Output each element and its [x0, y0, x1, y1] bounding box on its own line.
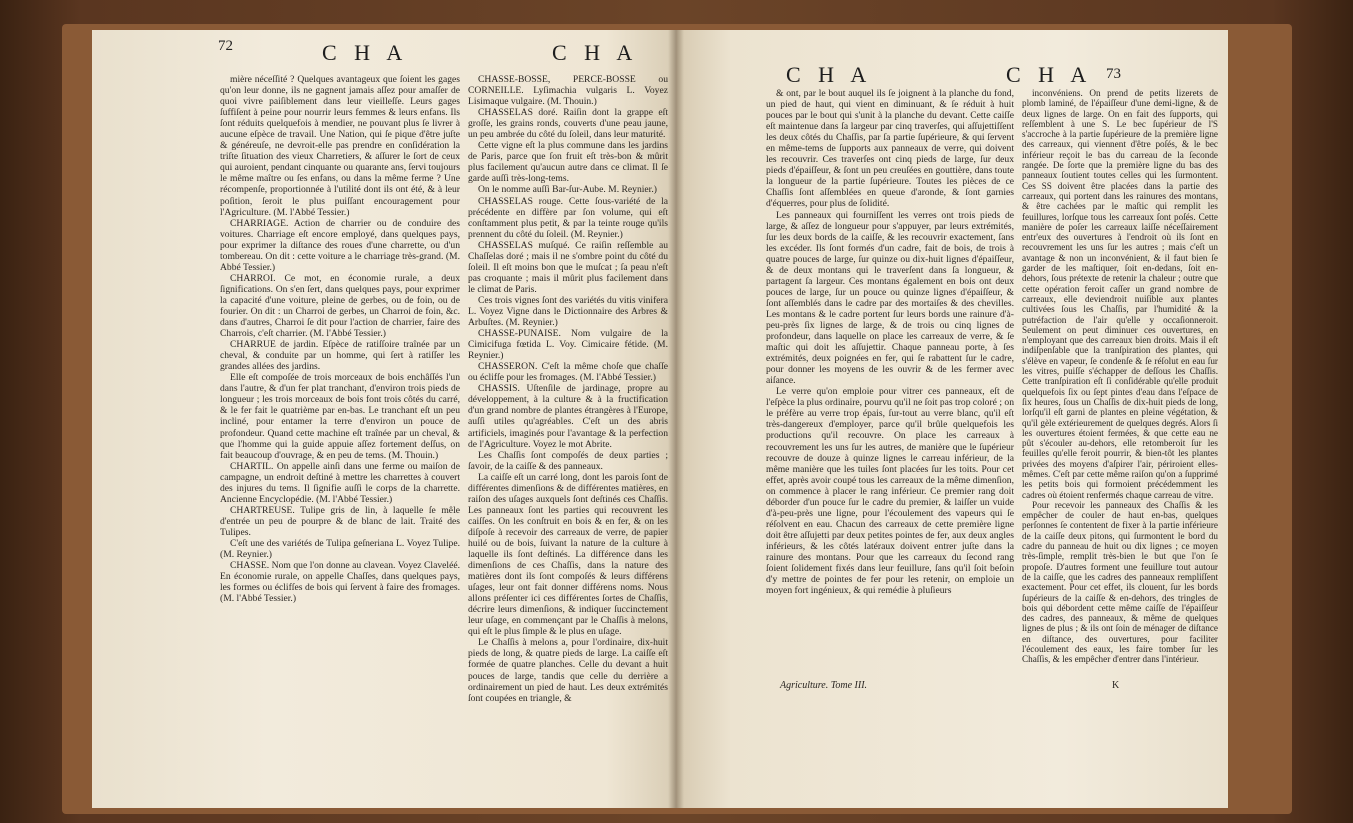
paragraph: Elle eſt compoſée de trois morceaux de bois enchâſſés l'un dans l'autre, & d'un fer plat tranchant, d'environ trois pieds de longueur ; les trois morceaux de bois font trois côtés du carré, & le fer fait le quatrième par en-bas. Le tranchant eſt un peu incliné, pour entamer la terre d'environ un pouce de profondeur. Quand cette machine eſt traînée par un cheval, & que l'homme qui la guide appuie aſſez fortement deſſus, on fait beaucoup d'ouvrage, & en peu de tems. (M. Thouin.) — [220, 372, 460, 461]
paragraph: CHASSELAS rouge. Cette ſous-variété de la précédente en diffère par ſon volume, qui eſt conſtamment plus petit, & par la teinte rouge qu'ils prennent du côté du ſoleil. (M. Reynier.) — [468, 195, 668, 240]
paragraph: CHASSE. Nom que l'on donne au clavean. Voyez Claveléé. En économie rurale, on appelle Chaſſes, dans quelques pays, les formes ou éclifſes de bois qui ſervent à faire des fromages. (M. l'Abbé Tessier.) — [220, 560, 460, 605]
paragraph: C'eſt une des variétés de Tulipa geſneriana L. Voyez Tulipe. (M. Reynier.) — [220, 537, 460, 561]
paragraph: CHARRIAGE. Action de charrier ou de conduire des voitures. Charriage eſt encore employé, dans quelques pays, pour exprimer la diſtance des roues d'une charrette, ou d'un tombereau. On dit : cette voiture a le charriage très-grand. (M. Abbé Tessier.) — [220, 217, 460, 273]
paragraph: CHASSE-PUNAISE. Nom vulgaire de la Cimicifuga fœtida L. Voy. Cimicaire fétide. (M. Reynier.) — [468, 328, 668, 362]
paragraph: On le nomme auſſi Bar-ſur-Aube. M. Reynier.) — [478, 184, 657, 196]
paragraph: CHASSE-BOSSE, PERCE-BOSSE ou CORNEILLE. Lyſimachia vulgaris L. Voyez Lisimaque vulgaire. (M. Thouin.) — [468, 74, 668, 108]
running-head: C H A — [552, 40, 639, 65]
paragraph: inconvéniens. On prend de petits lizerets de plomb laminé, de l'épaiſſeur d'une demi-ligne, & de deux lignes de large. On en fait des ſupports, qui reſſemblent à une S. Le bec ſupérieur de l'S s'accroche à la partie ſupérieure de la première ligne des carreaux, qui viennent d'être poſés, & le bec inférieur reçoit le bas du carreau de la ſeconde rangée. De ſorte que la première ligne du bas des panneaux ſoutient toutes celles qui les ſurmontent. Ces SS doivent être placées dans la partie des carreaux, qui portent dans les rainures des montans, & être cachées par le maſtic qui remplit les feuillures, lorſque tous les carreaux ſont poſés. Cette manière de poſer les carreaux laiſſe néceſſairement entr'eux des ouvertures à l'endroit où ils ſont en recouvrement les uns ſur les autres ; mais c'eſt un avantage & non un inconvénient, & il faut bien ſe garder de les maſtiquer, ſoit en-dedans, ſoit en-dehors, ſous prétexte de retenir la chaleur ; outre que cette opération feroit caſſer un grand nombre de carreaux, elle deviendroit nuiſible aux plantes cultivées ſous les Chaſſis, par l'humidité & la putréfaction de l'air qu'elle y occaſionneroit. Seulement on peut diminuer ces ouvertures, en n'employant que des carreaux bien droits. Mais il eſt indiſpenſable que la tranſpiration des plantes, qui s'élève en vapeur, ſe condenſe & ſe réſolut en eau ſur les vitres, puiſſe s'échapper de deſſous les Chaſſis. Cette tranſpiration eſt ſi conſidérable qu'elle produit quelquefois ſix ou ſept pintes d'eau dans l'eſpace de ſix heures, ſous un Chaſſis de dix-huit pieds de long, lorſqu'il eſt garni de plantes en pleine végétation, & qu'il gèle extérieurement de quelques degrés. Alors ſi les ouvertures étoient fermées, & que cette eau ne pût s'écouler au-dehors, elle retomberoit ſur les feuilles qu'elle feroit pourrir, & bien-tôt les plantes privées des moyens d'aſpirer l'air, périroient elles-mêmes. C'eſt par cette même raiſon qu'on a ſupprimé les petits bois qui formoient précédemment les cadres où étoient renfermés chaque carreau de vitre. — [1022, 88, 1218, 500]
right-page — [676, 30, 1228, 808]
text-column-right — [468, 74, 668, 704]
paragraph: & ont, par le bout auquel ils ſe joignent à la planche du fond, un pied de haut, qui vient en diminuant, & ſe réduit à huit pouces par le bout qui s'unit à la planche du devant. Cette caiſſe eſt maintenue dans ſa largeur par cinq traverſes, qui aſſujettiſſent les deux côtés du Chaſſis, par ſa partie ſupérieure, & qui ſervent en même-tems de ſupports aux panneaux de verre, qui doivent les recouvrir. Ces traverſes ont cinq pieds de large, ſur deux pieds d'épaiſſeur, & ſont un peu creuſées en gouttière, dans toute la longueur de la partie ſupérieure. Toutes les pièces de ce Chaſſis ſont aſſemblées en queue d'aronde, & ſont garnies d'équerres, pour plus de ſolidité. — [766, 88, 1014, 210]
paragraph: Le Chaſſis à melons a, pour l'ordinaire, dix-huit pieds de long, & quatre pieds de large. La caiſſe eſt formée de quatre planches. Celle du devant a huit pouces de large, tandis que celle du derrière a ordinairement un pied de haut. Les deux extrémités ſont coupées en triangle, & — [468, 637, 668, 704]
paragraph: CHASSELAS doré. Raiſin dont la grappe eſt groſſe, les grains ronds, couverts d'une peau jaune, un peu ambrée du côté du ſoleil, dans leur maturité. — [468, 107, 668, 141]
running-head: C H A — [1006, 62, 1093, 87]
paragraph: CHASSELAS muſqué. Ce raiſin reſſemble au Chaſſelas doré ; mais il ne s'ombre point du côté du ſoleil. Il eſt moins bon que le muſcat ; ſa peau n'eſt pas croquante ; mais il mûrit plus facilement dans le climat de Paris. — [468, 239, 668, 295]
running-head: C H A — [322, 40, 409, 65]
paragraph: Le verre qu'on emploie pour vitrer ces panneaux, eſt de l'eſpèce la plus ordinaire, pourvu qu'il ne ſoit pas trop coloré ; on le préfère au verre trop épais, ſur-tout au verre blanc, qu'il eſt très-dangereux d'employer, parce qu'il brûle quelquefois les productions qu'il recouvre. On place les carreaux à recouvrement les uns ſur les autres, de manière que le ſupérieur recouvre de douze à quinze lignes le carreau inférieur, de la même manière que les tuiles ſont placées ſur les toits. Pour cet effet, après avoir coupé tous les carreaux de la même dimenſion, on commence à placer le rang inférieur. Ce premier rang doit déborder d'un pouce ſur le cadre du premier, & laiſſer un vuide d'à-peu-près une ligne, pour l'écoulement des vapeurs qui ſe réſolvent en eau. Chacun des carreaux de cette première ligne doit être aſſujetti par deux petites pointes de fer, aux deux angles inférieurs, & les côtés latéraux doivent entrer juſte dans la rainure des montans. Pour que les carreaux du ſecond rang ſoient ſolidement fixés dans leur feuillure, ſans qu'il ſoit beſoin d'y mettre de pointes de fer pour les retenir, on emploie un moyen fort ingénieux, & qui remédie à pluſieurs — [766, 386, 1014, 597]
page-number: 73 — [1106, 66, 1121, 82]
paragraph: Pour recevoir les panneaux des Chaſſis & les empêcher de couler de haut en-bas, quelques perſonnes ſe contentent de fixer à la partie inférieure de la caiſſe deux pitons, qui ſurmontent le bord du cadre du panneau de huit ou dix lignes ; ce moyen très-ſimple, remplit très-bien le but que l'on ſe propoſe. D'autres forment une feuillure tout autour de la caiſſe, que les cadres des panneaux rempliſſent exactement. Pour cet effet, ils clouent, ſur les bords ſupérieurs de la caiſſe & en-dehors, des tringles de bois qui débordent cette même caiſſe de l'épaiſſeur des cadres, des panneaux, & même de quelques lignes de plus ; & ils ont ſoin de ménager de diſtance en diſtance, des ouvertures, pour faciliter l'écoulement des eaux, les faire tomber ſur les Chaſſis, & les empêcher d'entrer dans l'intérieur. — [1022, 499, 1218, 665]
paragraph: CHARTREUSE. Tulipe gris de lin, à laquelle ſe mêle d'entrée un peu de pourpre & de blanc de lait. Traité des Tulipes. — [220, 504, 460, 538]
paragraph: La caiſſe eſt un carré long, dont les parois ſont de différentes dimenſions & de différentes matières, en raiſon des uſages auxquels ſont deſtinés ces Chaſſis. Les panneaux ſont les parties qui recouvrent les caiſſes. On les conſtruit en bois & en fer, & on les diſpoſe à recevoir des carreaux de verre, de papier huilé ou de bois, ſuivant la nature de la culture à laquelle ils ſont deſtinés. La différence dans les dimenſions de ces Chaſſis, dans la nature des matières dont ils ſont compoſés & leurs différens uſages, leur ont fait donner différens noms. Nous allons préſenter ici ces différentes ſortes de Chaſſis, décrire leurs dimenſions, & indiquer ſuccinctement leur uſage, en commençant par le Chaſſis à melons, qui eſt le plus ſimple & le plus en uſage. — [468, 471, 668, 638]
paragraph: CHASSIS. Uſtenſile de jardinage, propre au développement, à la culture & à la fructification d'un grand nombre de plantes étrangères à l'Europe, auſſi utiles qu'agréables. C'eſt un des abris artificiels, imaginés pour l'avantage & la perfection de l'Agriculture. Voyez le mot Abrite. — [468, 383, 668, 450]
paragraph: CHARRUE de jardin. Eſpèce de ratiſſoire traînée par un cheval, & conduite par un homme, qui ſert à ratiſſer les grandes allées des jardins. — [220, 339, 460, 373]
paragraph: CHASSERON. C'eſt la même choſe que chaſſe ou éclifſe pour les fromages. (M. l'Abbé Tessier.) — [468, 361, 668, 384]
paragraph: Ces trois vignes ſont des variétés du vitis vinifera L. Voyez Vigne dans le Dictionnaire des Arbres & Arbuſtes. (M. Reynier.) — [468, 294, 668, 329]
book-gutter — [668, 30, 684, 808]
footer-signature-line: Agriculture. Tome III. — [780, 680, 868, 691]
running-head: C H A — [786, 62, 873, 87]
left-page — [92, 30, 676, 808]
text-column-right — [1022, 88, 1218, 665]
paragraph: CHARTIL. On appelle ainſi dans une ferme ou maiſon de campagne, un endroit deſtiné à mettre les charrettes à couvert des injures du tems. Il ſignifie auſſi le corps de la charrette. Ancienne Encyclopédie. (M. l'Abbé Tessier.) — [220, 460, 460, 505]
paragraph: Les Chaſſis ſont compoſés de deux parties ; ſavoir, de la caiſſe & des panneaux. — [468, 449, 668, 472]
paragraph: CHARROI. Ce mot, en économie rurale, a deux ſignifications. On s'en ſert, dans quelques pays, pour exprimer la capacité d'une voiture, pleine de gerbes, ou de foin, ou de fourier. On dit : un Charroi de gerbes, un Charroi de foin, &c. dans d'autres, Charroi ſe dit pour l'action de charrier, faire des Charrois, c'eſt charrier. (M. l'Abbé Tessier.) — [220, 272, 460, 340]
paragraph: Cette vigne eſt la plus commune dans les jardins de Paris, parce que ſon fruit eſt très-bon & mûrit plus facilement qu'aucun autre dans ce climat. Il ſe garde auſſi très-long-tems. — [468, 140, 668, 185]
page-number: 72 — [218, 38, 233, 54]
text-column-left — [766, 88, 1014, 596]
gathering-signature: K — [1112, 680, 1120, 691]
paragraph: Les panneaux qui fourniſſent les verres ont trois pieds de large, & aſſez de longueur pour s'appuyer, par leurs extrémités, ſur les deux bords de la caiſſe, & les recouvrir exactement, ſans les excéder. Ils ſont formés d'un cadre, fait de bois, de trois à quatre pouces de large, ſur quinze ou dix-huit lignes d'épaiſſeur, & de deux montans qui le traverſent dans ſa longueur, & partagent ſa largeur. Ces montans également en bois ont deux pouces de large, ſur un pouce ou quinze lignes d'épaiſſeur, & ſont aſſemblés dans le cadre par des mortaiſes & des chevilles. Les montans & le cadre portent ſur leurs bords une rainure d'à-peu-près ſix lignes de large, & de trois ou cinq lignes de profondeur, dans laquelle on place les carreaux de verre, & ſe maſtic qui doit les aſſujettir. Chaque panneau porte, à ſes extrémités, deux poignées en fer, qui ſe rabattent ſur le cadre, pour donner les moyens de les ouvrir & de les fermer avec aiſance. — [766, 209, 1014, 387]
text-column-left — [220, 74, 460, 604]
paragraph: mière néceſſité ? Quelques avantageux que ſoient les gages qu'on leur donne, ils ne gagnent jamais aſſez pour amaſſer de quoi vivre paiſiblement dans leur vieilleſſe. Leurs gages ſuffiſent à peine pour nourrir leurs femmes & leurs enfans. Ils ſont réduits quelquefois à mendier, ne pouvant plus ſe livrer à aucune eſpèce de travail. Une Nation, qui ſe pique d'être juſte & généreuſe, ne devroit-elle pas prendre en conſidération la triſte ſituation des vieux Charretiers, & aſſurer le ſort de ceux qui auroient, pendant cinquante ou quarante ans, ſervi toujours le même maître ou ſes enfans, ou dans la même ferme ? Une récompenſe, proportionnée à l'utilité dont ils ont été, & à leur poſition, ſeroit le plus puiſſant encouragement pour l'Agriculture. (M. l'Abbé Tessier.) — [220, 74, 460, 218]
